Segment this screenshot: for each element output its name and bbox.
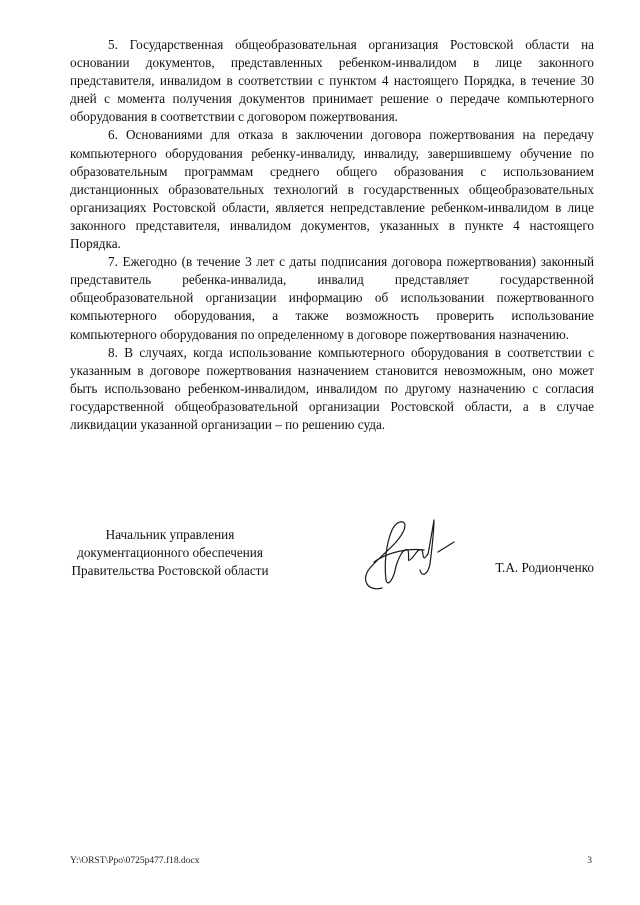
position-line-1: Начальник управления (105, 527, 235, 542)
paragraph-7: 7. Ежегодно (в течение 3 лет с даты подписания договора пожертвования) законный представитель ребенка-инвалида, инвалид представляет государственной общеобразовательной организации информацию об использовании пожертвованного компьютерного оборудования, а также возможность проверить использование компьютерного оборудования по определенному в договоре пожертвования назначению. (70, 254, 594, 342)
position-line-2: документационного обеспечения (77, 545, 263, 560)
paragraph-8: 8. В случаях, когда использование компьютерного оборудования в соответствии с указанным в договоре пожертвования назначением становится невозможным, оно может быть использовано ребенком-инвалидом, инвалидом по другому назначению с согласия государственной общеобразовательной организации Ростовской области, а в случае ликвидации указанной организации – по решению суда. (70, 344, 594, 432)
signatory-name: Т.А. Родионченко (495, 560, 594, 575)
position-line-3: Правительства Ростовской области (71, 563, 269, 578)
handwritten-signature-icon (338, 508, 458, 594)
document-body (70, 36, 594, 434)
page-number: 3 (587, 856, 592, 866)
signatory-position (70, 526, 270, 580)
paragraph-5: 5. Государственная общеобразовательная организация Ростовской области на основании документов, представленных ребенком-инвалидом в лице законного представителя, инвалидом в соответствии с пунктом 4 настоящего Порядка, в течение 30 дней с момента получения документов принимает решение о передаче компьютерного оборудования в соответствии с договором пожертвования. (70, 37, 594, 125)
file-path: Y:\ORST\Ppo\0725p477.f18.docx (70, 856, 200, 866)
paragraph-6: 6. Основаниями для отказа в заключении договора пожертвования на передачу компьютерного оборудования ребенку-инвалиду, инвалиду, завершившему обучение по образовательным программам среднего общего образования с использованием дистанционных образовательных технологий в государственных общеобразовательных организациях Ростовской области, является непредставление ребенком-инвалидом в лице законного представителя, инвалидом документов, указанных в пункте 4 настоящего Порядка. (70, 127, 594, 252)
